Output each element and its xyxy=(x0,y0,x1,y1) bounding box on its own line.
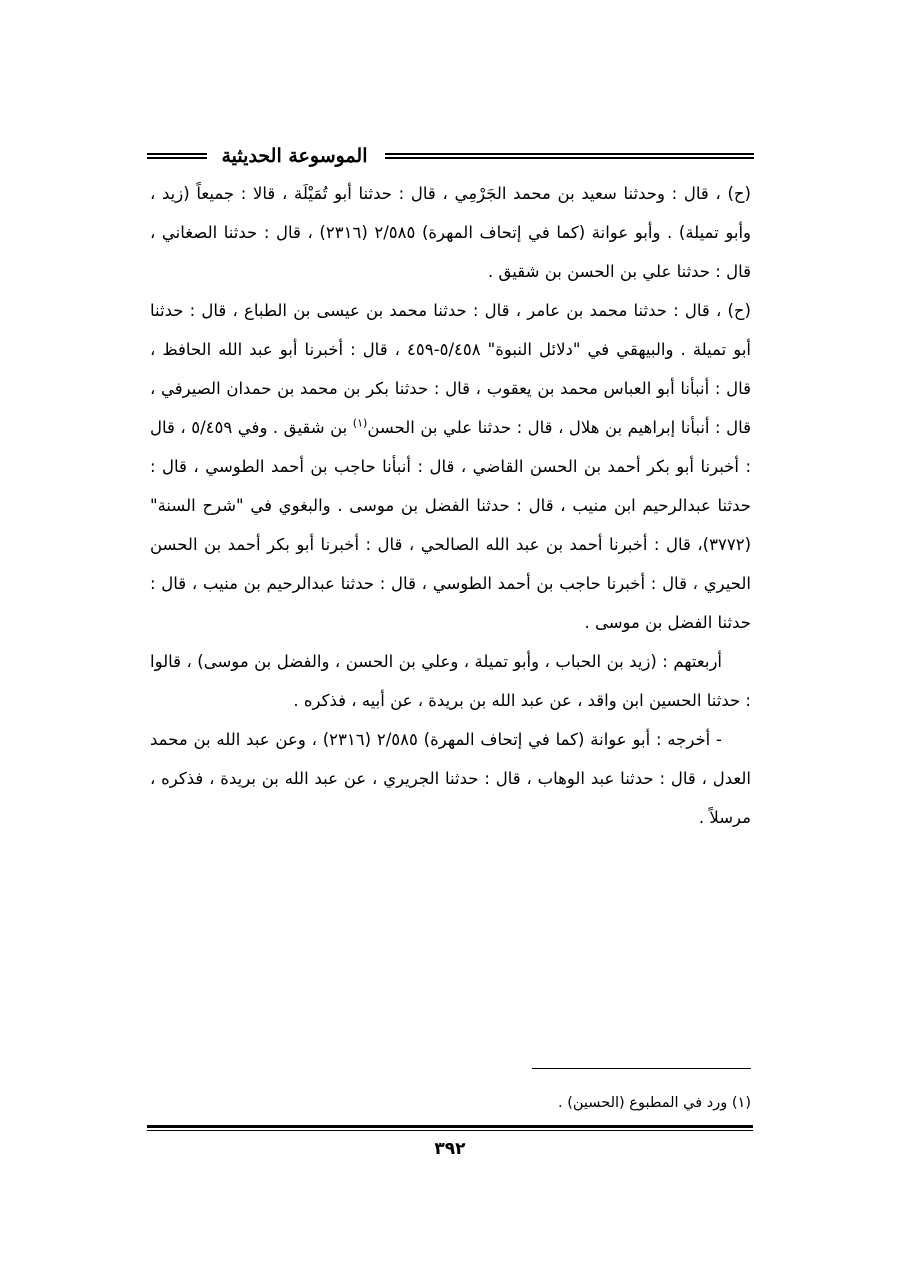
paragraph-1: (ح) ، قال : وحدثنا سعيد بن محمد الجَرْمِي ، قال : حدثنا أبو تُمَيْلَة ، قالا : جميعاً (زيد ، وأبو تميلة) . وأبو عوانة (كما في إتحاف المهرة) ٢/٥٨٥ (٢٣١٦) ، قال : حدثنا الصغاني ، قال : حدثنا علي بن الحسن بن شقيق . xyxy=(150,184,751,281)
paragraph-4: - أخرجه : أبو عوانة (كما في إتحاف المهرة) ٢/٥٨٥ (٢٣١٦) ، وعن عبد الله بن محمد العدل ، قال : حدثنا عبد الوهاب ، قال : حدثنا الجريري ، عن عبد الله بن بريدة ، فذكره ، مرسلاً . xyxy=(150,730,751,827)
header-rule-right xyxy=(385,153,754,159)
header-rule-left xyxy=(147,153,207,159)
paragraph-2-part-1: (ح) ، قال : حدثنا محمد بن عامر ، قال : حدثنا محمد بن عيسى بن الطباع ، قال : حدثنا أبو تميلة . والبيهقي في "دلائل النبوة" ٥/٤٥٨-٤٥٩ ، قال : أخبرنا أبو عبد الله الحافظ ، قال : أنبأنا أبو العباس محمد بن يعقوب ، قال : حدثنا بكر بن محمد بن حمدان الصيرفي ، قال : أنبأنا إبراهيم بن هلال ، قال : حدثنا علي بن الحسن xyxy=(150,301,751,437)
running-header xyxy=(147,142,754,172)
footnote: (١) ورد في المطبوع (الحسين) . xyxy=(558,1095,751,1111)
paragraph-2 xyxy=(150,291,751,642)
footnote-marker: (١) xyxy=(352,416,368,430)
paragraph-2-part-2: بن شقيق . وفي ٥/٤٥٩ ، قال : أخبرنا أبو بكر أحمد بن الحسن القاضي ، قال : أنبأنا حاجب بن أحمد الطوسي ، قال : حدثنا عبدالرحيم ابن منيب ، قال : حدثنا الفضل بن موسى . والبغوي في "شرح السنة" (٣٧٧٢)، قال : أخبرنا أحمد بن عبد الله الصالحي ، قال : أخبرنا أبو بكر أحمد بن الحسن الحيري ، قال : أخبرنا حاجب بن أحمد الطوسي ، قال : حدثنا عبدالرحيم بن منيب ، قال : حدثنا الفضل بن موسى . xyxy=(150,418,751,632)
page-number: ٣٩٢ xyxy=(434,1139,466,1159)
header-title: الموسوعة الحديثية xyxy=(221,145,368,167)
footnote-separator xyxy=(532,1068,751,1069)
paragraph-3: أربعتهم : (زيد بن الحباب ، وأبو تميلة ، وعلي بن الحسن ، والفضل بن موسى) ، قالوا : حدثنا الحسين ابن واقد ، عن عبد الله بن بريدة ، عن أبيه ، فذكره . xyxy=(150,652,751,710)
main-text xyxy=(150,174,751,837)
footer-rule xyxy=(147,1125,753,1131)
